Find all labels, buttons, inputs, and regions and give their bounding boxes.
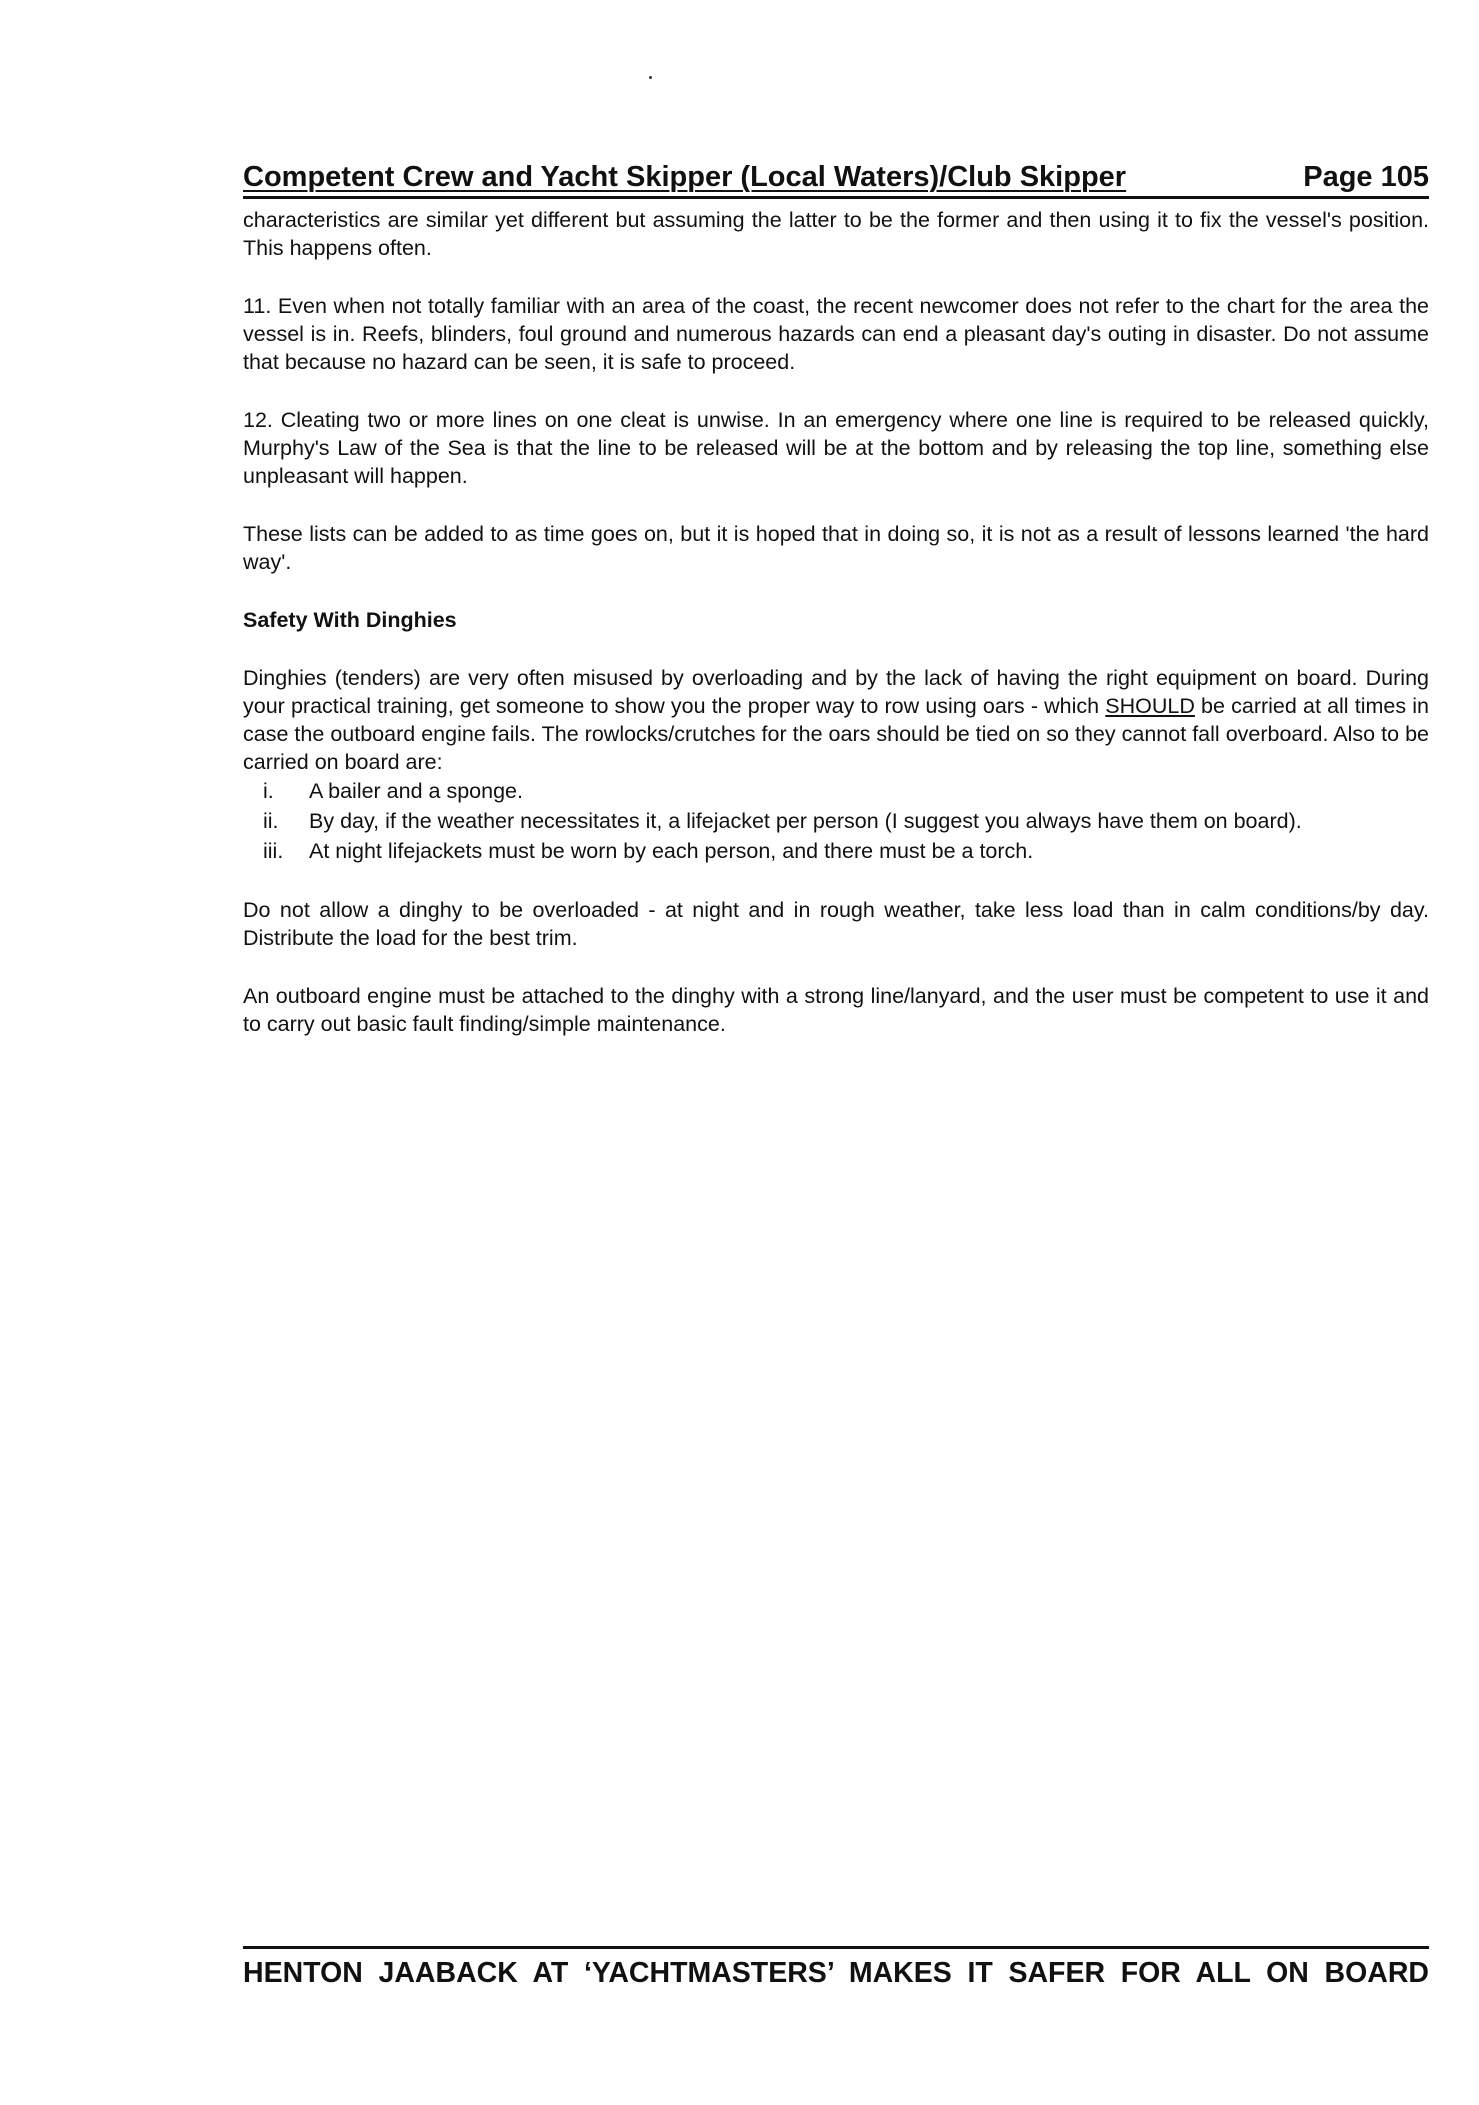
list-item-text: A bailer and a sponge. [309, 779, 523, 803]
overload-paragraph: Do not allow a dinghy to be overloaded - at night and in rough weather, take less load than in calm conditions/by day. Distribute the load for the best trim. [243, 898, 1429, 950]
page-footer: HENTON JAABACK AT ‘YACHTMASTERS’ MAKES IT SAFER FOR ALL ON BOARD [243, 1946, 1429, 1991]
document-title: Competent Crew and Yacht Skipper (Local Waters)/Club Skipper [243, 161, 1127, 193]
continued-paragraph: characteristics are similar yet different but assuming the latter to be the former and then using it to fix the vessel's position. This happens often. [243, 208, 1429, 260]
section-heading: Safety With Dinghies [243, 608, 457, 632]
dinghy-intro-text-continued: be carried at all times in case the outboard engine fails. The rowlocks/crutches for the oars should be tied on so they cannot fall overboard. Also to be carried on board are: [243, 694, 1429, 774]
list-item [243, 806, 1429, 836]
paragraph-11: 11. Even when not totally familiar with an area of the coast, the recent newcomer does not refer to the chart for the area the vessel is in. Reefs, blinders, foul ground and numerous hazards can end a pleasant day's outing in disaster. Do not assume that because no hazard can be seen, it is safe to proceed. [243, 294, 1429, 374]
emphasis-should: SHOULD [1105, 694, 1195, 718]
page-header [243, 160, 1429, 199]
scan-speck [649, 76, 652, 79]
dinghy-intro-text: Dinghies (tenders) are very often misused by overloading and by the lack of having the right equipment on board. During your practical training, get someone to show you the proper way to row using oars - which [243, 666, 1429, 718]
lists-paragraph: These lists can be added to as time goes on, but it is hoped that in doing so, it is not as a result of lessons learned 'the hard way'. [243, 522, 1429, 574]
list-item-text: At night lifejackets must be worn by each person, and there must be a torch. [309, 839, 1034, 863]
list-item-number: i. [263, 779, 274, 803]
list-item-text: By day, if the weather necessitates it, a lifejacket per person (I suggest you always have them on board). [309, 809, 1302, 833]
list-item-number: iii. [263, 839, 284, 863]
equipment-list [243, 776, 1429, 866]
outboard-paragraph: An outboard engine must be attached to the dinghy with a strong line/lanyard, and the user must be competent to use it and to carry out basic fault finding/simple maintenance. [243, 984, 1429, 1036]
list-item [243, 776, 1429, 806]
dinghy-intro-paragraph [243, 664, 1429, 776]
paragraph-12: 12. Cleating two or more lines on one cleat is unwise. In an emergency where one line is required to be released quickly, Murphy's Law of the Sea is that the line to be released will be at the bottom and by releasing the top line, something else unpleasant will happen. [243, 408, 1429, 488]
page-number: Page 105 [1303, 161, 1429, 193]
list-item [243, 836, 1429, 866]
list-item-number: ii. [263, 809, 279, 833]
page-body [243, 206, 1429, 1068]
